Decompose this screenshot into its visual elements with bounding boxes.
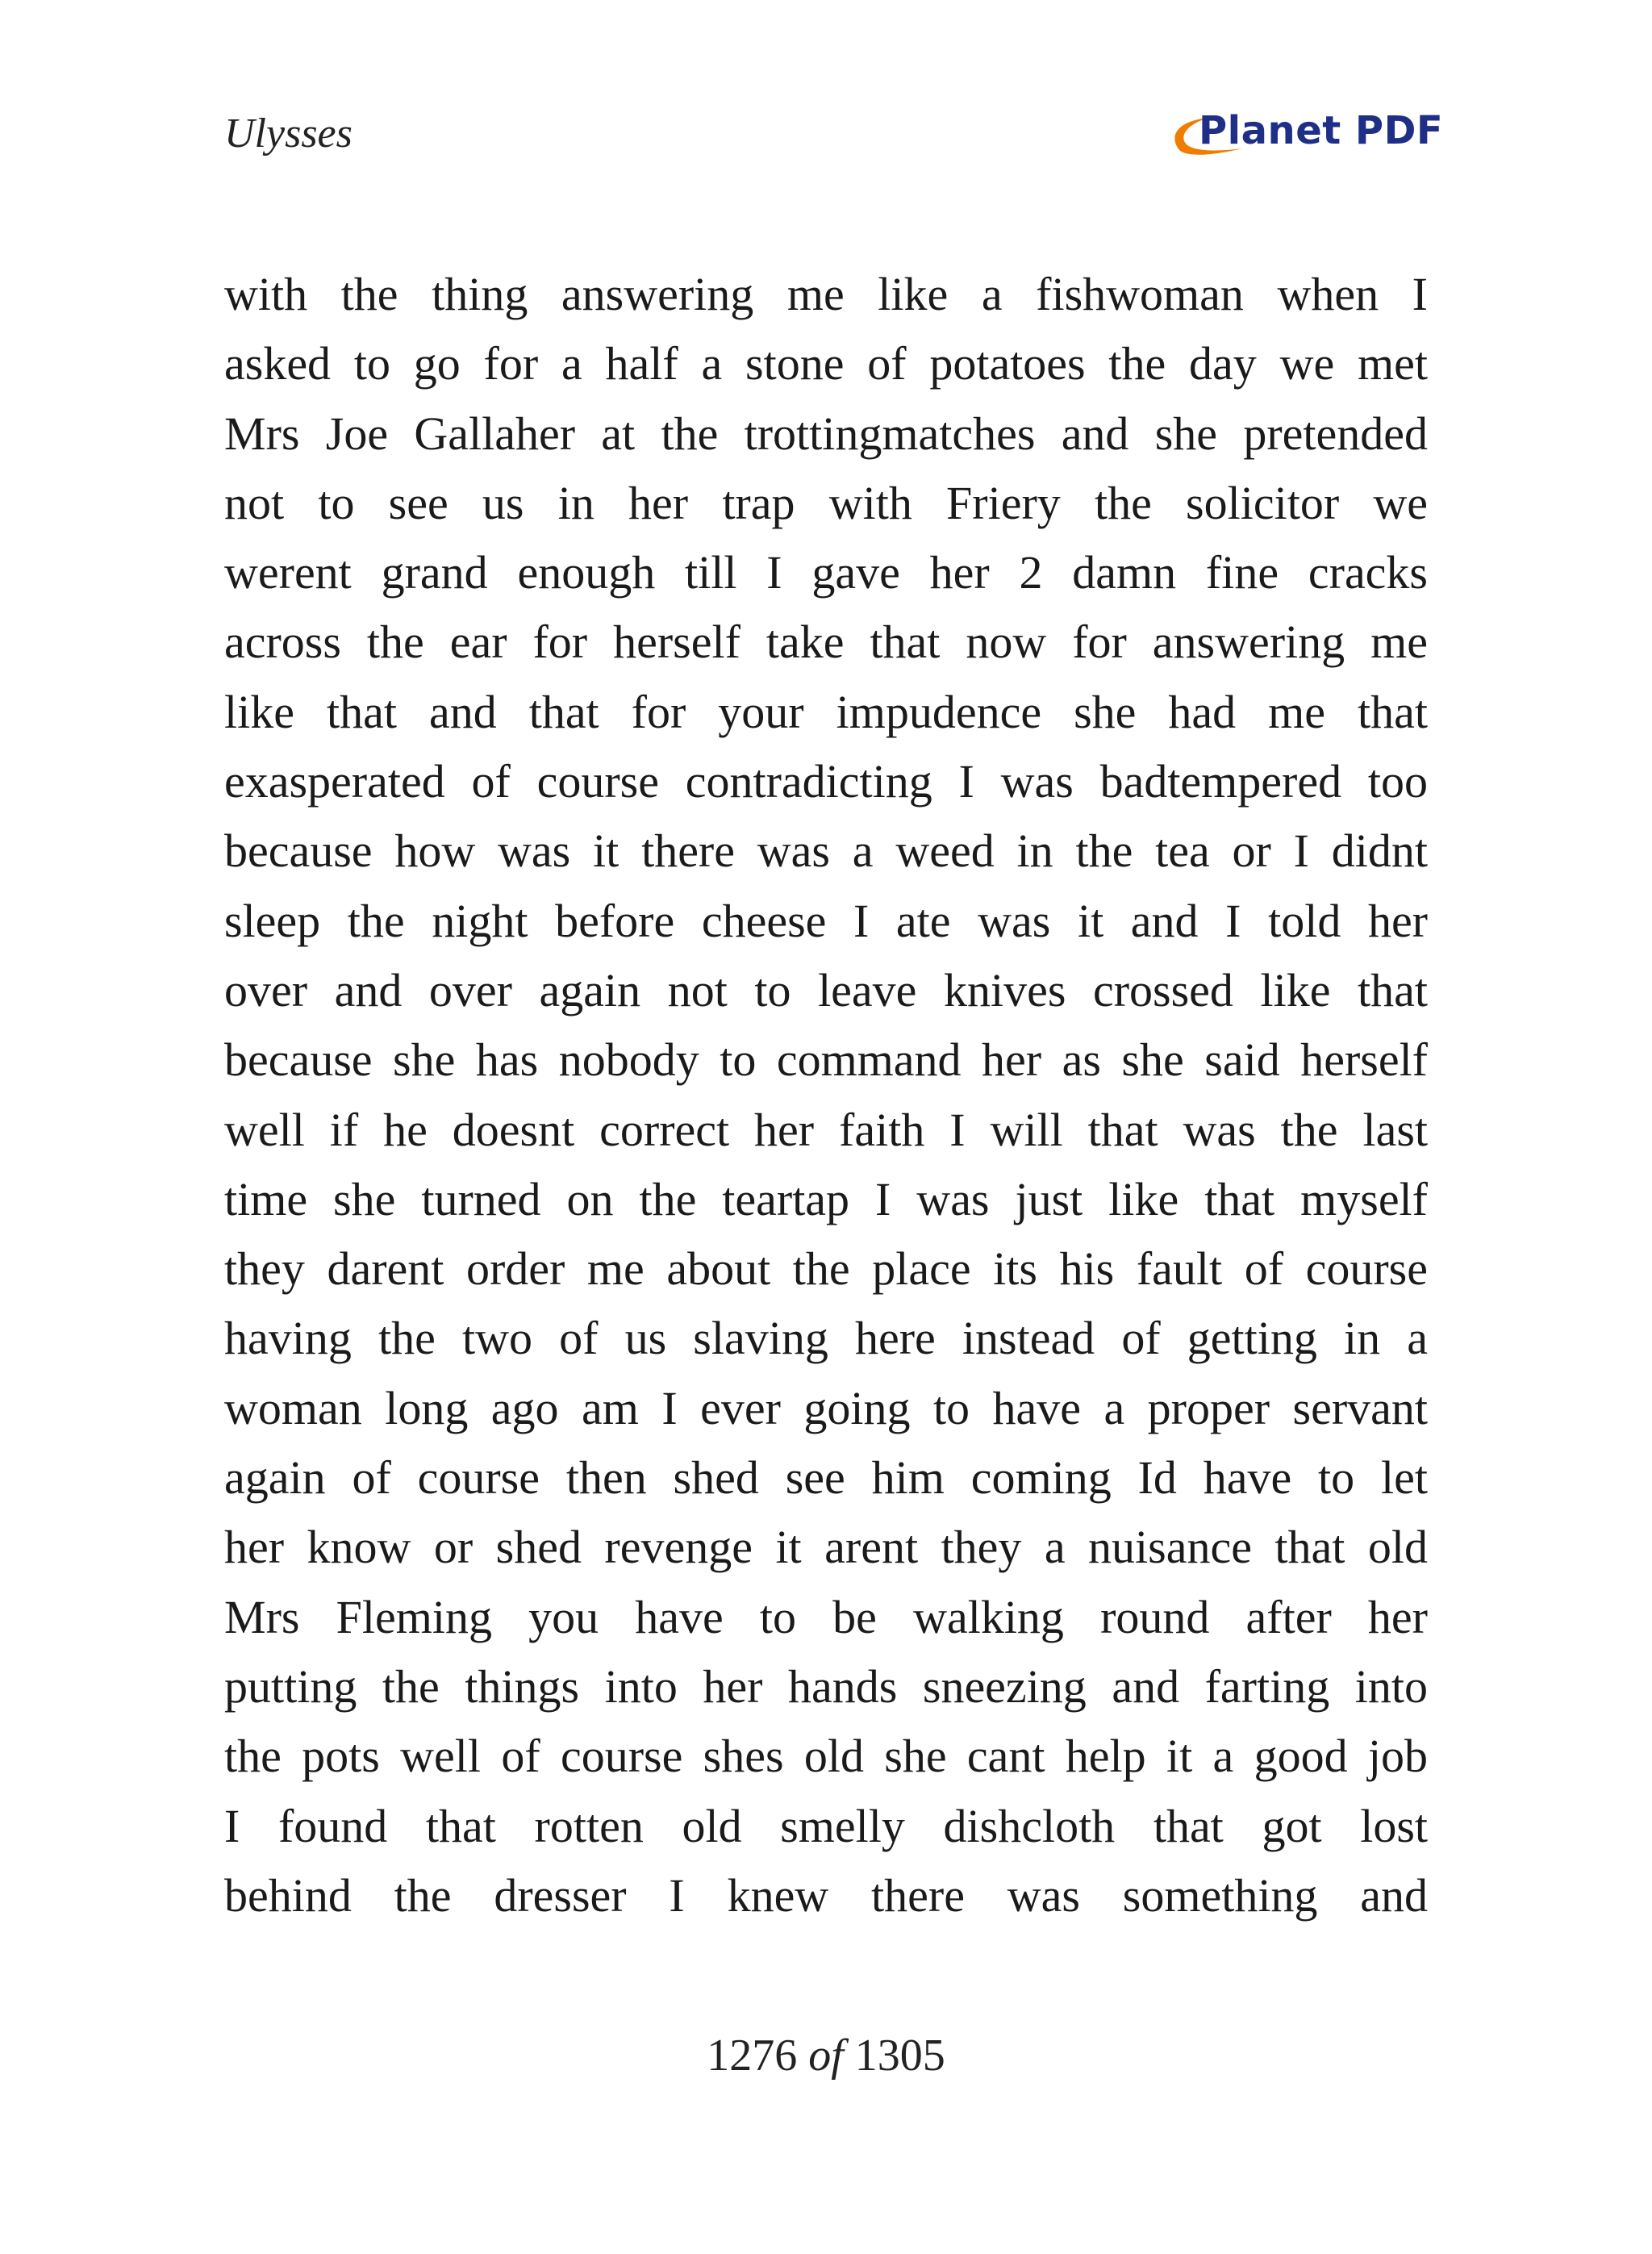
text-line: they darent order me about the place its his fault of course xyxy=(224,1242,1428,1296)
text-line: with the thing answering me like a fishwoman when I xyxy=(224,268,1428,320)
text-line: werent grand enough till I gave her 2 damn fine cracks xyxy=(224,546,1428,599)
body-text xyxy=(224,260,1428,1931)
logo-text: Planet PDF xyxy=(1199,108,1444,153)
text-line: asked to go for a half a stone of potatoes the day we met xyxy=(224,337,1428,390)
text-line: I found that rotten old smelly dishcloth that got lost xyxy=(224,1799,1428,1852)
text-line: Mrs Joe Gallaher at the trottingmatches and she pretended xyxy=(224,407,1428,460)
text-line: because how was it there was a weed in the tea or I didnt xyxy=(224,824,1428,878)
text-line: sleep the night before cheese I ate was it and I told her xyxy=(224,894,1428,947)
text-line: across the ear for herself take that now for answering me xyxy=(224,616,1428,669)
text-line: because she has nobody to command her as she said herself xyxy=(224,1033,1428,1087)
of-label: of xyxy=(808,2031,844,2081)
text-line: woman long ago am I ever going to have a proper servant xyxy=(224,1381,1428,1434)
text-line: well if he doesnt correct her faith I will that was the last xyxy=(224,1103,1428,1156)
text-line: Mrs Fleming you have to be walking round after her xyxy=(224,1590,1428,1643)
text-line: over and over again not to leave knives crossed like that xyxy=(224,963,1428,1016)
planet-pdf-logo xyxy=(1162,103,1444,168)
text-line: behind the dresser I knew there was something and xyxy=(224,1868,1428,1922)
text-line: having the two of us slaving here instead of getting in a xyxy=(224,1312,1428,1365)
page-number xyxy=(0,2030,1652,2081)
total-pages: 1305 xyxy=(854,2031,945,2081)
text-line: putting the things into her hands sneezing and farting into xyxy=(224,1659,1428,1713)
text-line: not to see us in her trap with Friery the solicitor we xyxy=(224,476,1428,529)
text-line: exasperated of course contradicting I was badtempered too xyxy=(224,755,1428,808)
text-line: her know or shed revenge it arent they a nuisance that old xyxy=(224,1521,1428,1574)
text-line: like that and that for your impudence she had me that xyxy=(224,685,1428,738)
document-title: Ulysses xyxy=(224,111,353,157)
text-line: time she turned on the teartap I was just like that myself xyxy=(224,1172,1428,1225)
current-page: 1276 xyxy=(707,2031,798,2081)
text-line: again of course then shed see him coming Id have to let xyxy=(224,1451,1428,1505)
text-line: the pots well of course shes old she cant help it a good job xyxy=(224,1730,1428,1783)
